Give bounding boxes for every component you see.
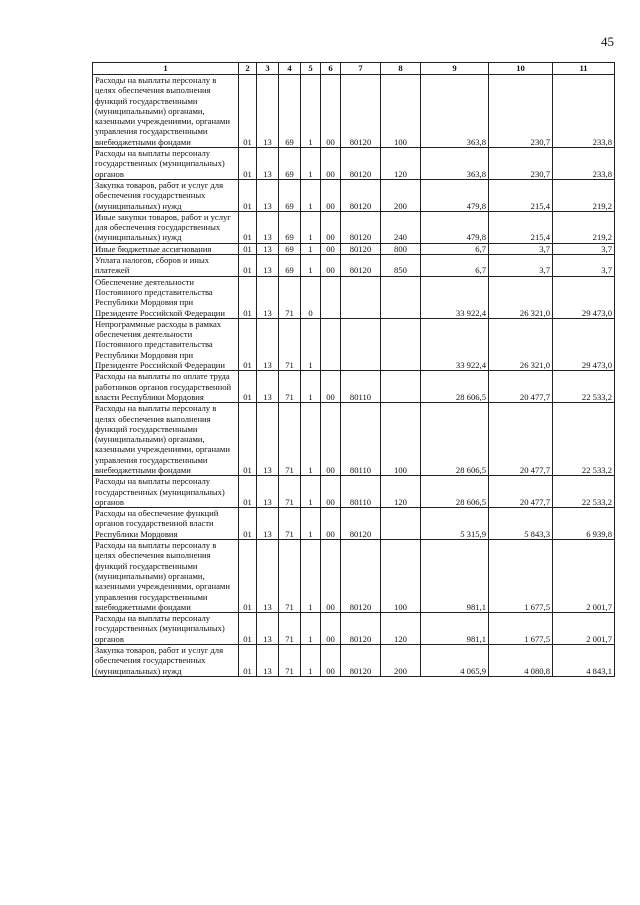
row-name-cell: Иные бюджетные ассигнования — [93, 243, 239, 254]
code-cell: 00 — [321, 243, 341, 254]
code-cell: 1 — [301, 211, 321, 243]
code-cell: 71 — [279, 508, 301, 540]
code-cell: 800 — [381, 243, 421, 254]
amount-cell: 981,1 — [421, 613, 489, 645]
amount-cell: 4 080,8 — [489, 645, 553, 677]
code-cell: 1 — [301, 371, 321, 403]
code-cell: 01 — [239, 179, 257, 211]
code-cell: 71 — [279, 318, 301, 370]
code-cell: 69 — [279, 179, 301, 211]
amount-cell: 20 477,7 — [489, 371, 553, 403]
code-cell: 00 — [321, 476, 341, 508]
table-row — [93, 148, 615, 180]
code-cell: 01 — [239, 613, 257, 645]
code-cell: 100 — [381, 403, 421, 476]
code-cell: 1 — [301, 476, 321, 508]
code-cell: 80120 — [341, 75, 381, 148]
code-cell: 1 — [301, 255, 321, 277]
code-cell: 01 — [239, 276, 257, 318]
column-header: 5 — [301, 63, 321, 75]
code-cell: 13 — [257, 476, 279, 508]
code-cell: 00 — [321, 645, 341, 677]
column-header: 4 — [279, 63, 301, 75]
code-cell: 01 — [239, 645, 257, 677]
code-cell: 01 — [239, 371, 257, 403]
amount-cell: 215,4 — [489, 179, 553, 211]
amount-cell: 233,8 — [553, 148, 615, 180]
amount-cell: 230,7 — [489, 148, 553, 180]
table-row — [93, 403, 615, 476]
code-cell: 71 — [279, 371, 301, 403]
column-header: 6 — [321, 63, 341, 75]
amount-cell: 6,7 — [421, 243, 489, 254]
code-cell — [341, 318, 381, 370]
amount-cell: 20 477,7 — [489, 403, 553, 476]
amount-cell: 230,7 — [489, 75, 553, 148]
column-header: 1 — [93, 63, 239, 75]
code-cell: 0 — [301, 276, 321, 318]
column-header: 7 — [341, 63, 381, 75]
amount-cell: 20 477,7 — [489, 476, 553, 508]
amount-cell: 6,7 — [421, 255, 489, 277]
amount-cell: 28 606,5 — [421, 371, 489, 403]
amount-cell: 6 939,8 — [553, 508, 615, 540]
amount-cell: 5 843,3 — [489, 508, 553, 540]
amount-cell: 22 533,2 — [553, 403, 615, 476]
code-cell: 01 — [239, 255, 257, 277]
code-cell: 1 — [301, 243, 321, 254]
code-cell: 120 — [381, 148, 421, 180]
code-cell: 200 — [381, 645, 421, 677]
amount-cell: 33 922,4 — [421, 318, 489, 370]
amount-cell: 4 843,1 — [553, 645, 615, 677]
amount-cell: 28 606,5 — [421, 476, 489, 508]
row-name-cell: Закупка товаров, работ и услуг для обеспечения государственных (муниципальных) нужд — [93, 645, 239, 677]
code-cell: 80110 — [341, 476, 381, 508]
amount-cell: 219,2 — [553, 211, 615, 243]
code-cell: 13 — [257, 211, 279, 243]
code-cell: 71 — [279, 476, 301, 508]
table-row — [93, 179, 615, 211]
table-row — [93, 318, 615, 370]
amount-cell: 2 001,7 — [553, 613, 615, 645]
row-name-cell: Обеспечение деятельности Постоянного представительства Республики Мордовия при Президенте Российской Федерации — [93, 276, 239, 318]
row-name-cell: Уплата налогов, сборов и иных платежей — [93, 255, 239, 277]
column-header: 11 — [553, 63, 615, 75]
code-cell: 13 — [257, 318, 279, 370]
code-cell: 01 — [239, 540, 257, 613]
code-cell: 71 — [279, 613, 301, 645]
code-cell: 1 — [301, 613, 321, 645]
table-row — [93, 613, 615, 645]
code-cell: 13 — [257, 645, 279, 677]
code-cell: 13 — [257, 255, 279, 277]
code-cell: 1 — [301, 179, 321, 211]
code-cell: 1 — [301, 403, 321, 476]
code-cell: 200 — [381, 179, 421, 211]
code-cell: 80120 — [341, 179, 381, 211]
code-cell — [341, 276, 381, 318]
amount-cell: 4 065,9 — [421, 645, 489, 677]
code-cell: 71 — [279, 540, 301, 613]
amount-cell: 981,1 — [421, 540, 489, 613]
code-cell: 13 — [257, 508, 279, 540]
amount-cell: 28 606,5 — [421, 403, 489, 476]
code-cell: 71 — [279, 403, 301, 476]
code-cell — [381, 371, 421, 403]
row-name-cell: Расходы на выплаты персоналу в целях обеспечения выполнения функций государственными (муниципальными) органами, казенными учреждениями, органами управления государственными внебюджетными фондами — [93, 403, 239, 476]
code-cell: 00 — [321, 371, 341, 403]
code-cell: 69 — [279, 211, 301, 243]
code-cell: 13 — [257, 75, 279, 148]
code-cell — [381, 276, 421, 318]
code-cell: 80110 — [341, 371, 381, 403]
code-cell: 01 — [239, 318, 257, 370]
amount-cell: 219,2 — [553, 179, 615, 211]
code-cell: 80120 — [341, 508, 381, 540]
code-cell: 80120 — [341, 255, 381, 277]
code-cell: 13 — [257, 179, 279, 211]
page-number: 45 — [601, 34, 614, 49]
code-cell: 1 — [301, 540, 321, 613]
table-header-row — [93, 63, 615, 75]
code-cell — [381, 318, 421, 370]
code-cell: 1 — [301, 75, 321, 148]
amount-cell: 26 321,0 — [489, 318, 553, 370]
amount-cell: 479,8 — [421, 179, 489, 211]
column-header: 2 — [239, 63, 257, 75]
table-row — [93, 276, 615, 318]
row-name-cell: Иные закупки товаров, работ и услуг для обеспечения государственных (муниципальных) нужд — [93, 211, 239, 243]
row-name-cell: Непрограммные расходы в рамках обеспечения деятельности Постоянного представительства Республики Мордовия при Президенте Российской Федерации — [93, 318, 239, 370]
code-cell: 13 — [257, 371, 279, 403]
code-cell: 69 — [279, 255, 301, 277]
code-cell: 13 — [257, 243, 279, 254]
code-cell: 00 — [321, 255, 341, 277]
row-name-cell: Расходы на обеспечение функций органов государственной власти Республики Мордовия — [93, 508, 239, 540]
code-cell: 01 — [239, 148, 257, 180]
code-cell: 80120 — [341, 211, 381, 243]
code-cell: 00 — [321, 613, 341, 645]
column-header: 8 — [381, 63, 421, 75]
code-cell: 01 — [239, 75, 257, 148]
amount-cell: 3,7 — [553, 243, 615, 254]
row-name-cell: Расходы на выплаты персоналу государственных (муниципальных) органов — [93, 613, 239, 645]
row-name-cell: Расходы на выплаты по оплате труда работников органов государственной власти Республики Мордовия — [93, 371, 239, 403]
amount-cell: 33 922,4 — [421, 276, 489, 318]
budget-table — [92, 62, 615, 677]
code-cell: 01 — [239, 403, 257, 476]
amount-cell: 22 533,2 — [553, 371, 615, 403]
row-name-cell: Закупка товаров, работ и услуг для обеспечения государственных (муниципальных) нужд — [93, 179, 239, 211]
row-name-cell: Расходы на выплаты персоналу в целях обеспечения выполнения функций государственными (муниципальными) органами, казенными учреждениями, органами управления государственными внебюджетными фондами — [93, 540, 239, 613]
code-cell: 1 — [301, 508, 321, 540]
amount-cell: 5 315,9 — [421, 508, 489, 540]
column-header: 9 — [421, 63, 489, 75]
amount-cell: 3,7 — [489, 243, 553, 254]
amount-cell: 1 677,5 — [489, 540, 553, 613]
code-cell: 80120 — [341, 613, 381, 645]
table-row — [93, 476, 615, 508]
code-cell: 71 — [279, 645, 301, 677]
code-cell: 1 — [301, 148, 321, 180]
table-row — [93, 508, 615, 540]
code-cell: 850 — [381, 255, 421, 277]
row-name-cell: Расходы на выплаты персоналу в целях обеспечения выполнения функций государственными (муниципальными) органами, казенными учреждениями, органами управления государственными внебюджетными фондами — [93, 75, 239, 148]
code-cell — [381, 508, 421, 540]
amount-cell: 363,8 — [421, 148, 489, 180]
code-cell: 80120 — [341, 243, 381, 254]
code-cell: 80120 — [341, 540, 381, 613]
table-row — [93, 243, 615, 254]
column-header: 10 — [489, 63, 553, 75]
table-row — [93, 645, 615, 677]
code-cell: 00 — [321, 540, 341, 613]
code-cell: 71 — [279, 276, 301, 318]
amount-cell: 1 677,5 — [489, 613, 553, 645]
code-cell: 00 — [321, 211, 341, 243]
code-cell — [321, 276, 341, 318]
code-cell: 00 — [321, 75, 341, 148]
row-name-cell: Расходы на выплаты персоналу государственных (муниципальных) органов — [93, 148, 239, 180]
code-cell: 69 — [279, 243, 301, 254]
code-cell: 100 — [381, 75, 421, 148]
amount-cell: 233,8 — [553, 75, 615, 148]
code-cell: 01 — [239, 476, 257, 508]
amount-cell: 3,7 — [489, 255, 553, 277]
code-cell: 1 — [301, 318, 321, 370]
code-cell: 00 — [321, 148, 341, 180]
code-cell: 120 — [381, 613, 421, 645]
code-cell: 01 — [239, 243, 257, 254]
amount-cell: 479,8 — [421, 211, 489, 243]
table-row — [93, 371, 615, 403]
code-cell: 80120 — [341, 645, 381, 677]
amount-cell: 29 473,0 — [553, 276, 615, 318]
code-cell: 13 — [257, 148, 279, 180]
amount-cell: 2 001,7 — [553, 540, 615, 613]
code-cell: 80110 — [341, 403, 381, 476]
code-cell: 13 — [257, 403, 279, 476]
amount-cell: 26 321,0 — [489, 276, 553, 318]
code-cell: 1 — [301, 645, 321, 677]
table-row — [93, 75, 615, 148]
row-name-cell: Расходы на выплаты персоналу государственных (муниципальных) органов — [93, 476, 239, 508]
code-cell: 13 — [257, 276, 279, 318]
code-cell: 01 — [239, 211, 257, 243]
code-cell: 13 — [257, 613, 279, 645]
amount-cell: 215,4 — [489, 211, 553, 243]
column-header: 3 — [257, 63, 279, 75]
code-cell: 00 — [321, 508, 341, 540]
amount-cell: 363,8 — [421, 75, 489, 148]
code-cell: 00 — [321, 403, 341, 476]
amount-cell: 3,7 — [553, 255, 615, 277]
code-cell — [321, 318, 341, 370]
code-cell: 13 — [257, 540, 279, 613]
table-row — [93, 255, 615, 277]
table-row — [93, 540, 615, 613]
code-cell: 120 — [381, 476, 421, 508]
code-cell: 69 — [279, 148, 301, 180]
code-cell: 80120 — [341, 148, 381, 180]
amount-cell: 29 473,0 — [553, 318, 615, 370]
code-cell: 00 — [321, 179, 341, 211]
table-row — [93, 211, 615, 243]
code-cell: 240 — [381, 211, 421, 243]
amount-cell: 22 533,2 — [553, 476, 615, 508]
code-cell: 01 — [239, 508, 257, 540]
code-cell: 69 — [279, 75, 301, 148]
code-cell: 100 — [381, 540, 421, 613]
